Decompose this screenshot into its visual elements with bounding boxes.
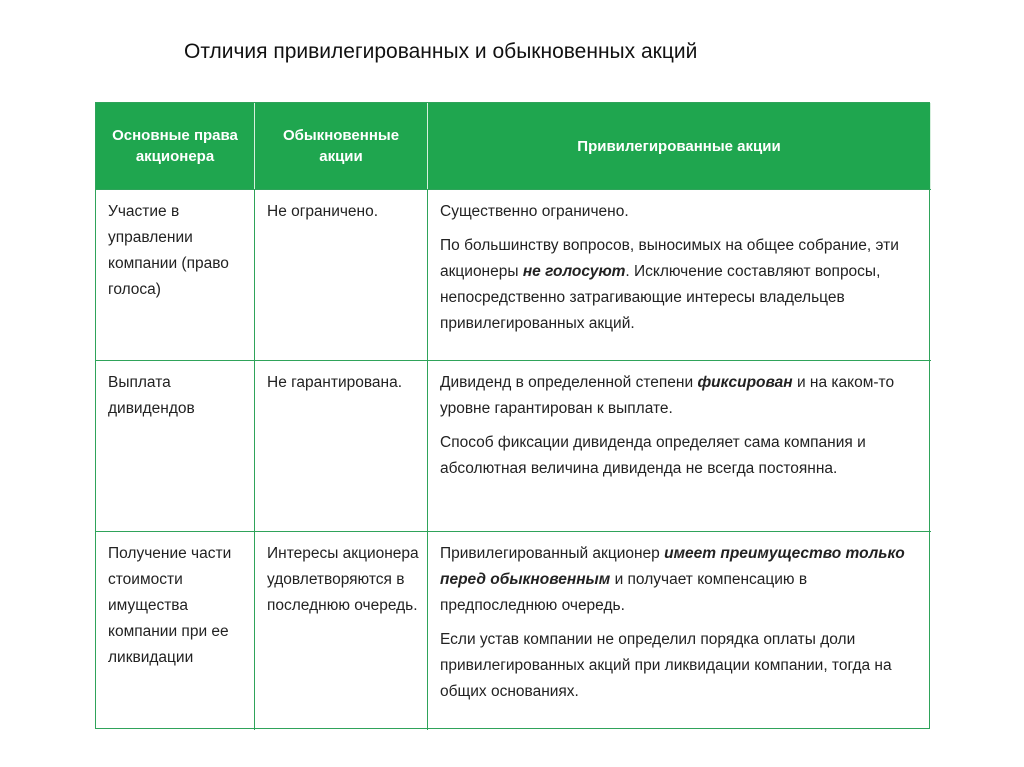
cell-text: Участие в управлении компании (право голоса) bbox=[108, 203, 229, 298]
table-cell-common bbox=[255, 189, 428, 360]
header-common: Обыкновенные акции bbox=[255, 103, 428, 189]
cell-text: Интересы акционера удовлетворяются в последнюю очередь. bbox=[267, 545, 419, 614]
cell-text: Выплата дивидендов bbox=[108, 374, 195, 417]
cell-text: Не ограничено. bbox=[267, 203, 379, 220]
table-cell-preferred bbox=[428, 531, 931, 730]
table-cell-right bbox=[96, 531, 255, 730]
cell-text: Получение части стоимости имущества компании при ее ликвидации bbox=[108, 545, 232, 666]
table-cell-preferred bbox=[428, 189, 931, 360]
cell-paragraph: Существенно ограничено. bbox=[440, 203, 629, 220]
table-cell-right bbox=[96, 360, 255, 531]
header-rights: Основные права акционера bbox=[96, 103, 255, 189]
cell-paragraph: По большинству вопросов, выносимых на общее собрание, эти акционеры не голосуют. Исключение составляют вопросы, непосредственно затрагивающие интересы владельцев привилегированных акций. bbox=[440, 237, 899, 332]
cell-text: Не гарантирована. bbox=[267, 374, 403, 391]
header-preferred: Привилегированные акции bbox=[428, 103, 931, 189]
cell-paragraph: Способ фиксации дивиденда определяет сама компания и абсолютная величина дивиденда не всегда постоянна. bbox=[440, 434, 866, 477]
comparison-table bbox=[95, 102, 930, 729]
cell-paragraph: Дивиденд в определенной степени фиксирован и на каком-то уровне гарантирован к выплате. bbox=[440, 374, 895, 417]
table-cell-preferred bbox=[428, 360, 931, 531]
table-cell-common bbox=[255, 360, 428, 531]
table-cell-common bbox=[255, 531, 428, 730]
table-cell-right bbox=[96, 189, 255, 360]
page-title: Отличия привилегированных и обыкновенных акций bbox=[184, 40, 698, 63]
cell-paragraph: Привилегированный акционер имеет преимущество только перед обыкновенным и получает компенсацию в предпоследнюю очередь. bbox=[440, 545, 905, 614]
cell-paragraph: Если устав компании не определил порядка оплаты доли привилегированных акций при ликвидации компании, тогда на общих основаниях. bbox=[440, 631, 892, 700]
